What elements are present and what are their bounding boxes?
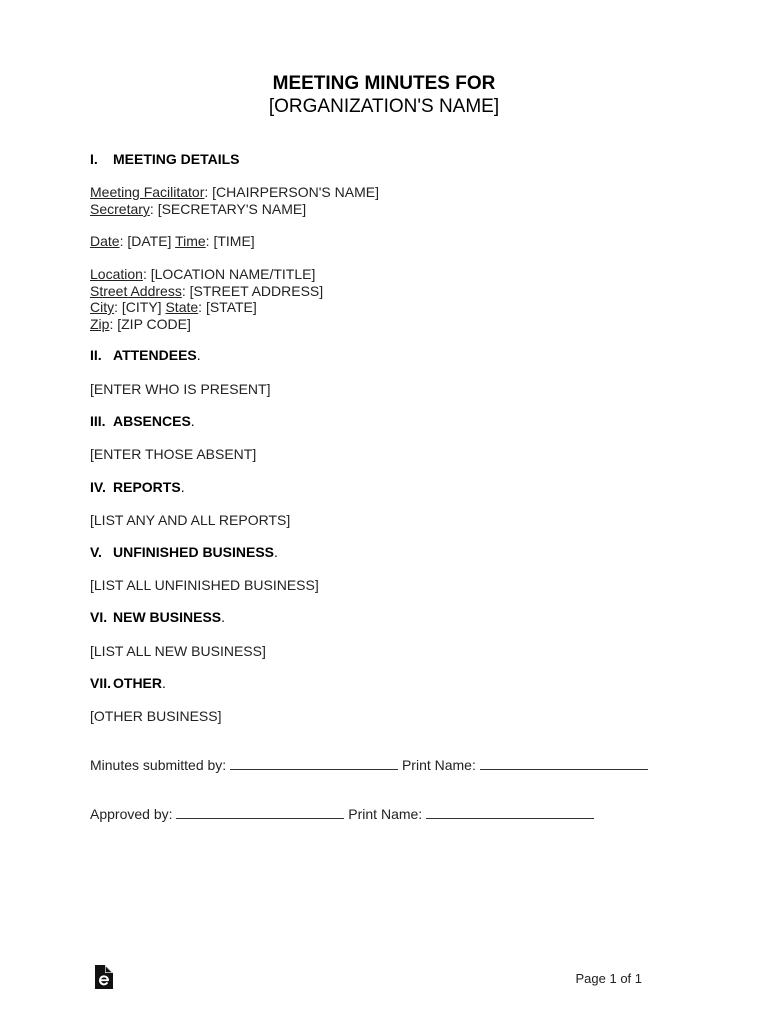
eforms-logo-icon [94,964,114,990]
submitted-print-name-field[interactable] [480,757,648,770]
section-reports-heading [90,479,185,496]
section-dot: . [196,347,201,363]
date-label: Date [90,233,120,249]
section-number: IV. [90,479,106,495]
new-business-body: [LIST ALL NEW BUSINESS] [90,643,266,659]
document-title: MEETING MINUTES FOR [272,73,496,94]
organization-name: [ORGANIZATION'S NAME] [268,96,500,117]
secretary-line [90,201,306,218]
reports-body: [LIST ANY AND ALL REPORTS] [90,512,291,528]
section-title: ABSENCES [113,413,191,429]
section-new-business-heading [90,609,225,626]
time-value: : [TIME] [205,233,255,249]
location-line [90,266,315,283]
secretary-label: Secretary [90,201,150,217]
time-label: Time [175,233,206,249]
section-number: V. [90,544,102,560]
section-number: III. [90,413,106,429]
attendees-body: [ENTER WHO IS PRESENT] [90,381,271,397]
section-dot: . [190,413,195,429]
state-label: State [165,299,199,315]
secretary-value: : [SECRETARY'S NAME] [149,201,307,217]
facilitator-value: : [CHAIRPERSON'S NAME] [204,184,379,200]
section-absences-heading [90,413,195,430]
section-number: VI. [90,609,108,625]
unfinished-business-body: [LIST ALL UNFINISHED BUSINESS] [90,577,319,593]
street-line [90,283,323,300]
zip-value: : [ZIP CODE] [109,316,191,332]
street-label: Street Address [90,283,182,299]
approved-by-label: Approved by: [90,806,177,822]
zip-label: Zip [90,316,110,332]
section-title: MEETING DETAILS [113,151,240,167]
approved-by-signature-field[interactable] [176,806,344,819]
date-time-line [90,233,255,250]
zip-line [90,316,191,333]
city-value: : [CITY] [114,299,166,315]
section-number: VII. [90,675,112,691]
section-dot: . [180,479,185,495]
section-number: I. [90,151,98,167]
minutes-submitted-line [90,757,648,774]
section-title: NEW BUSINESS [113,609,222,625]
print-name-label: Print Name: [344,806,427,822]
section-unfinished-business-heading [90,544,278,561]
approved-by-line [90,806,594,823]
section-meeting-details-heading [90,151,240,168]
location-label: Location [90,266,143,282]
section-attendees-heading [90,347,201,364]
city-label: City [90,299,115,315]
location-value: : [LOCATION NAME/TITLE] [142,266,316,282]
section-dot: . [274,544,278,560]
section-dot: . [221,609,226,625]
section-dot: . [162,675,166,691]
section-other-heading [90,675,166,692]
submitted-by-label: Minutes submitted by: [90,757,231,773]
state-value: : [STATE] [198,299,257,315]
facilitator-label: Meeting Facilitator [90,184,205,200]
submitted-by-signature-field[interactable] [230,757,398,770]
other-body: [OTHER BUSINESS] [90,708,222,724]
page-number: Page 1 of 1 [575,971,642,986]
section-number: II. [90,347,102,363]
approved-print-name-field[interactable] [426,806,594,819]
absences-body: [ENTER THOSE ABSENT] [90,446,257,462]
section-title: OTHER [113,675,162,691]
date-value: : [DATE] [119,233,176,249]
section-title: ATTENDEES [113,347,197,363]
print-name-label: Print Name: [398,757,480,773]
section-title: UNFINISHED BUSINESS [113,544,275,560]
street-value: : [STREET ADDRESS] [181,283,324,299]
section-title: REPORTS [113,479,181,495]
facilitator-line [90,184,379,201]
city-state-line [90,299,257,316]
